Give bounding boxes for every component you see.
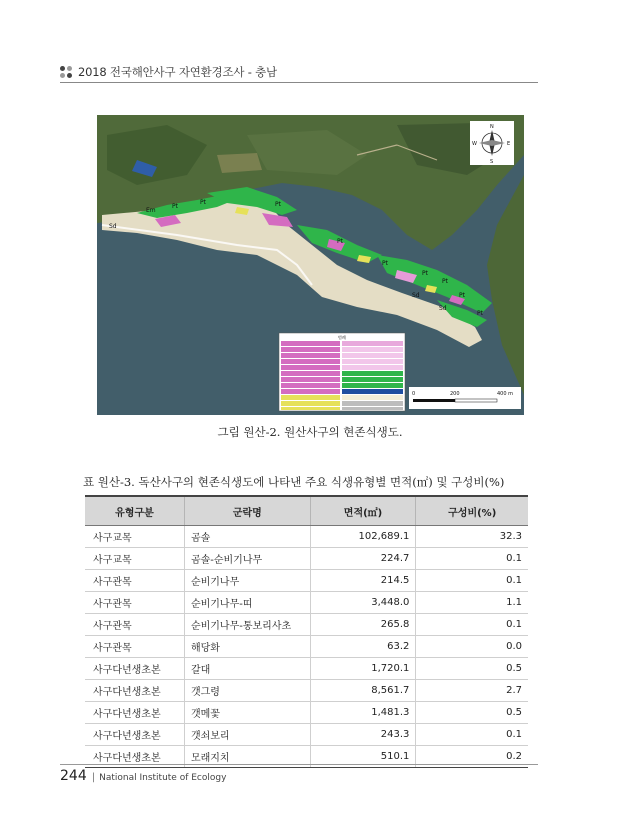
table-row <box>85 592 528 614</box>
cell-type: 사구다년생초본 <box>85 724 184 746</box>
cell-ratio: 0.5 <box>416 658 528 680</box>
map-label: Sd <box>109 223 117 230</box>
cell-community: 갯메꽃 <box>184 702 310 724</box>
cell-community: 갈대 <box>184 658 310 680</box>
cell-area: 102,689.1 <box>310 526 416 548</box>
page-footer <box>60 768 226 788</box>
cell-area: 243.3 <box>310 724 416 746</box>
cell-type: 사구다년생초본 <box>85 658 184 680</box>
map-label: Pt <box>422 270 428 277</box>
cell-ratio: 2.7 <box>416 680 528 702</box>
cell-ratio: 0.1 <box>416 570 528 592</box>
column-header-area: 면적(㎡) <box>310 496 416 526</box>
cell-area: 224.7 <box>310 548 416 570</box>
map-label: Em <box>146 207 156 214</box>
map-label: Sd <box>439 305 447 312</box>
table-row <box>85 570 528 592</box>
column-header-community: 군락명 <box>184 496 310 526</box>
cell-type: 사구교목 <box>85 526 184 548</box>
cell-community: 순비기나무-통보리사초 <box>184 614 310 636</box>
cell-type: 사구관목 <box>85 636 184 658</box>
svg-text:E: E <box>507 141 511 147</box>
map-label: Pt <box>382 260 388 267</box>
svg-text:N: N <box>490 124 494 130</box>
scale-bar <box>409 387 521 409</box>
cell-type: 사구다년생초본 <box>85 746 184 768</box>
figure-caption: 그림 원산-2. 원산사구의 현존식생도. <box>217 425 403 439</box>
cell-type: 사구관목 <box>85 592 184 614</box>
table-row <box>85 614 528 636</box>
header-title: 2018 전국해안사구 자연환경조사 - 충남 <box>78 65 277 79</box>
cell-ratio: 0.5 <box>416 702 528 724</box>
map-legend <box>279 333 405 411</box>
cell-ratio: 0.2 <box>416 746 528 768</box>
cell-ratio: 0.0 <box>416 636 528 658</box>
map-label: Pt <box>477 310 483 317</box>
compass-icon <box>470 121 514 165</box>
cell-type: 사구다년생초본 <box>85 702 184 724</box>
map-label: Pt <box>459 292 465 299</box>
table-row <box>85 548 528 570</box>
cell-community: 갯그령 <box>184 680 310 702</box>
cell-area: 1,720.1 <box>310 658 416 680</box>
cell-area: 265.8 <box>310 614 416 636</box>
table-caption: 표 원산-3. 독산사구의 현존식생도에 나타낸 주요 식생유형별 면적(㎡) 및 구성비(%) <box>83 475 505 489</box>
running-header <box>60 62 538 82</box>
header-rule <box>60 82 538 83</box>
table-row <box>85 680 528 702</box>
table-header-row <box>85 496 528 526</box>
cell-community: 모래지치 <box>184 746 310 768</box>
map-label: Sd <box>412 292 420 299</box>
cell-area: 1,481.3 <box>310 702 416 724</box>
svg-text:S: S <box>490 159 494 165</box>
table-row <box>85 636 528 658</box>
map-label: Pt <box>442 278 448 285</box>
footer-rule <box>60 764 538 765</box>
cell-area: 510.1 <box>310 746 416 768</box>
svg-text:400 m: 400 m <box>497 391 514 397</box>
cell-type: 사구다년생초본 <box>85 680 184 702</box>
footer-organization: National Institute of Ecology <box>99 773 227 783</box>
cell-area: 214.5 <box>310 570 416 592</box>
map-label: Pt <box>172 203 178 210</box>
cell-ratio: 0.1 <box>416 724 528 746</box>
cell-ratio: 0.1 <box>416 614 528 636</box>
map-label: Pt <box>275 201 281 208</box>
table-row <box>85 702 528 724</box>
cell-community: 곰솔 <box>184 526 310 548</box>
footer-separator: | <box>91 772 96 783</box>
cell-community: 곰솔-순비기나무 <box>184 548 310 570</box>
table-row <box>85 658 528 680</box>
cell-community: 갯쇠보리 <box>184 724 310 746</box>
cell-ratio: 32.3 <box>416 526 528 548</box>
cell-community: 순비기나무-띠 <box>184 592 310 614</box>
svg-text:200: 200 <box>450 391 460 397</box>
map-label: Pt <box>200 199 206 206</box>
cell-type: 사구교목 <box>85 548 184 570</box>
svg-text:W: W <box>472 141 477 147</box>
vegetation-map <box>97 115 524 415</box>
table-row <box>85 526 528 548</box>
vegetation-map-svg <box>97 115 524 415</box>
vegetation-area-table <box>85 495 528 768</box>
legend-title: 범례 <box>338 335 346 340</box>
column-header-ratio: 구성비(%) <box>416 496 528 526</box>
svg-text:0: 0 <box>412 391 416 397</box>
cell-community: 순비기나무 <box>184 570 310 592</box>
cell-community: 해당화 <box>184 636 310 658</box>
page-number: 244 <box>60 768 87 784</box>
column-header-type: 유형구분 <box>85 496 184 526</box>
cell-ratio: 1.1 <box>416 592 528 614</box>
cell-area: 3,448.0 <box>310 592 416 614</box>
header-dots-icon <box>60 66 72 78</box>
map-label: Pt <box>337 238 343 245</box>
cell-area: 63.2 <box>310 636 416 658</box>
cell-type: 사구관목 <box>85 614 184 636</box>
cell-ratio: 0.1 <box>416 548 528 570</box>
cell-area: 8,561.7 <box>310 680 416 702</box>
cell-type: 사구관목 <box>85 570 184 592</box>
table-row <box>85 724 528 746</box>
